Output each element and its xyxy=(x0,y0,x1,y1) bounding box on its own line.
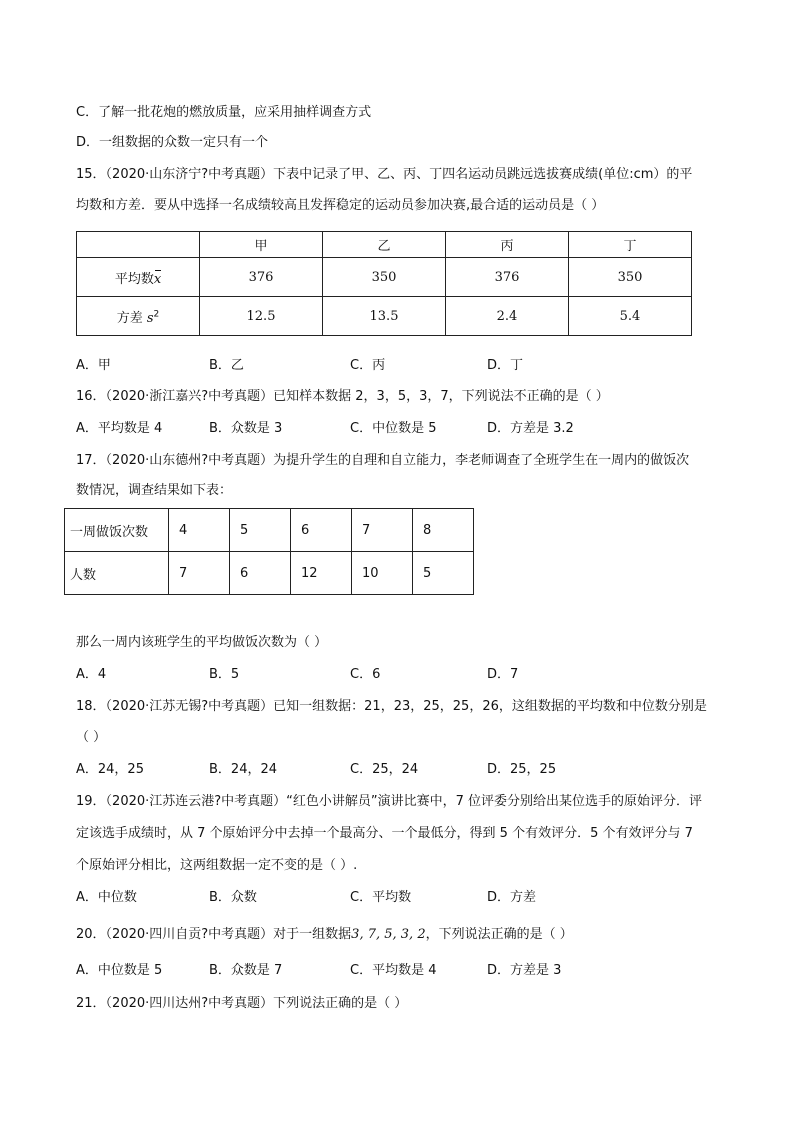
table-cell: 12.5 xyxy=(200,297,323,336)
q19-stem-line1: 19．（2020·江苏连云港?中考真题）“红色小讲解员”演讲比赛中，7 位评委分别给出某位选手的原始评分．评 xyxy=(76,794,703,809)
q19-stem-line3: 个原始评分相比，这两组数据一定不变的是（ ）. xyxy=(76,858,358,873)
table-cell: 12 xyxy=(291,552,352,595)
q20-stem-suffix: ，下列说法正确的是（ ） xyxy=(425,927,573,942)
table-row xyxy=(65,552,474,595)
q19-option-b: B．众数 xyxy=(209,890,257,905)
table-header: 甲 xyxy=(200,232,323,258)
q16-stem: 16．（2020·浙江嘉兴?中考真题）已知样本数据 2，3，5，3，7，下列说法不正确的是（ ） xyxy=(76,389,609,404)
q17-option-a: A．4 xyxy=(76,667,107,682)
q18-stem-line2: （ ） xyxy=(76,730,107,745)
table-cell: 6 xyxy=(291,509,352,552)
q20-option-b: B．众数是 7 xyxy=(209,963,283,978)
table-cell: 10 xyxy=(352,552,413,595)
table-cell: 8 xyxy=(413,509,474,552)
q17-stem-line1: 17．（2020·山东德州?中考真题）为提升学生的自理和自立能力，李老师调查了全班学生在一周内的做饭次 xyxy=(76,453,690,468)
table-row xyxy=(77,297,692,336)
table-cell: 13.5 xyxy=(323,297,446,336)
q19-option-a: A．中位数 xyxy=(76,890,137,905)
q18-option-b: B．24，24 xyxy=(209,762,278,777)
q16-option-a: A．平均数是 4 xyxy=(76,421,163,436)
q20-stem xyxy=(76,926,573,944)
variance-symbol: s xyxy=(146,310,154,326)
table-row xyxy=(77,232,692,258)
table-cell: 5.4 xyxy=(569,297,692,336)
table-row xyxy=(77,258,692,297)
q19-option-d: D．方差 xyxy=(487,890,537,905)
mean-label-cell xyxy=(77,258,200,297)
q18-option-d: D．25，25 xyxy=(487,762,557,777)
q17-option-c: C．6 xyxy=(350,667,381,682)
q14-option-d: D．一组数据的众数一定只有一个 xyxy=(76,135,269,150)
q19-option-c: C．平均数 xyxy=(350,890,412,905)
variance-label: 方差 xyxy=(116,310,143,326)
q20-data-values: 3, 7, 5, 3, 2 xyxy=(351,927,426,942)
q15-stem-line1: 15．（2020·山东济宁?中考真题）下表中记录了甲、乙、丙、丁四名运动员跳远选拔赛成绩(单位:cm）的平 xyxy=(76,167,693,182)
table-cell: 6 xyxy=(230,552,291,595)
variance-label-cell xyxy=(77,297,200,336)
q21-stem: 21．（2020·四川达州?中考真题）下列说法正确的是（ ） xyxy=(76,996,408,1011)
table-cell: 7 xyxy=(169,552,230,595)
q16-option-d: D．方差是 3.2 xyxy=(487,421,574,436)
table-cell: 2.4 xyxy=(446,297,569,336)
q17-option-b: B．5 xyxy=(209,667,240,682)
table-header: 人数 xyxy=(65,552,169,595)
q17-table xyxy=(64,508,474,595)
q18-option-a: A．24，25 xyxy=(76,762,144,777)
table-cell: 376 xyxy=(446,258,569,297)
q16-option-c: C．中位数是 5 xyxy=(350,421,437,436)
q15-option-a: A．甲 xyxy=(76,358,111,373)
table-cell xyxy=(77,232,200,258)
table-cell: 350 xyxy=(569,258,692,297)
q20-stem-prefix: 20．（2020·四川自贡?中考真题）对于一组数据 xyxy=(76,927,352,942)
q17-follow-text: 那么一周内该班学生的平均做饭次数为（ ） xyxy=(76,635,328,650)
table-cell: 5 xyxy=(230,509,291,552)
mean-symbol: x xyxy=(153,271,162,287)
table-cell: 7 xyxy=(352,509,413,552)
q17-option-d: D．7 xyxy=(487,667,519,682)
table-header: 丙 xyxy=(446,232,569,258)
q18-option-c: C．25，24 xyxy=(350,762,419,777)
q17-stem-line2: 数情况，调查结果如下表： xyxy=(76,483,233,498)
q20-option-c: C．平均数是 4 xyxy=(350,963,437,978)
table-cell: 5 xyxy=(413,552,474,595)
q15-stem-line2: 均数和方差．要从中选择一名成绩较高且发挥稳定的运动员参加决赛,最合适的运动员是（ ） xyxy=(76,198,605,213)
variance-superscript: 2 xyxy=(153,309,160,320)
q14-option-c: C．了解一批花炮的燃放质量，应采用抽样调查方式 xyxy=(76,105,372,120)
table-row xyxy=(65,509,474,552)
table-header: 丁 xyxy=(569,232,692,258)
q15-option-d: D．丁 xyxy=(487,358,524,373)
q20-option-a: A．中位数是 5 xyxy=(76,963,163,978)
q18-stem-line1: 18．（2020·江苏无锡?中考真题）已知一组数据：21，23，25，25，26，这组数据的平均数和中位数分别是 xyxy=(76,699,707,714)
table-cell: 376 xyxy=(200,258,323,297)
table-header: 一周做饭次数 xyxy=(65,509,169,552)
q20-option-d: D．方差是 3 xyxy=(487,963,562,978)
q15-option-c: C．丙 xyxy=(350,358,386,373)
q15-option-b: B．乙 xyxy=(209,358,244,373)
q16-option-b: B．众数是 3 xyxy=(209,421,283,436)
table-cell: 4 xyxy=(169,509,230,552)
q15-table xyxy=(76,231,692,336)
mean-label: 平均数 xyxy=(114,271,154,287)
table-header: 乙 xyxy=(323,232,446,258)
q19-stem-line2: 定该选手成绩时，从 7 个原始评分中去掉一个最高分、一个最低分，得到 5 个有效评分．5 个有效评分与 7 xyxy=(76,826,693,841)
table-cell: 350 xyxy=(323,258,446,297)
